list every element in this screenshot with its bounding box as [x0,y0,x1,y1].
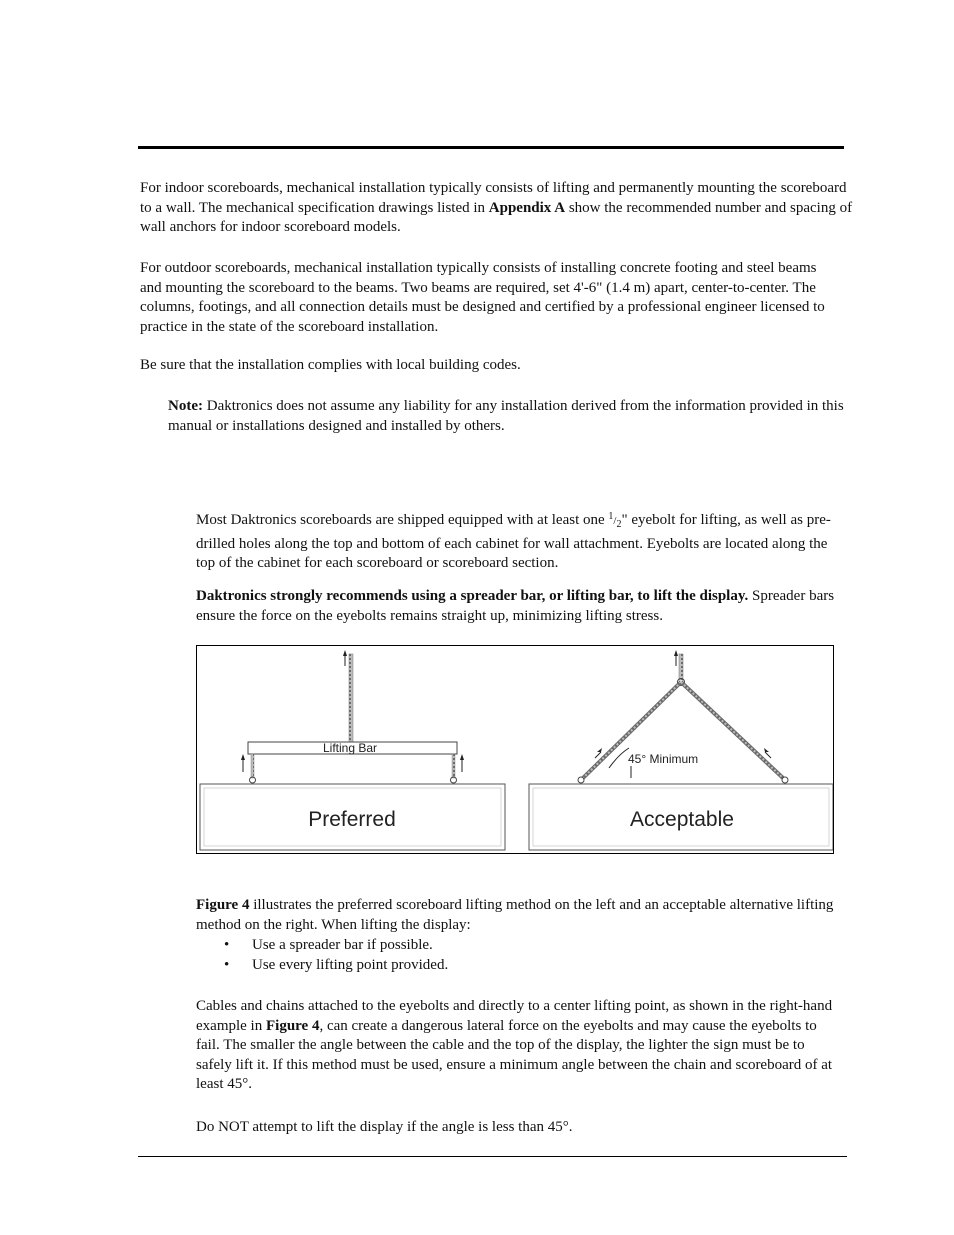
acceptable-caption: Acceptable [630,808,734,831]
paragraph-outdoor: For outdoor scoreboards, mechanical installation typically consists of installing concrete footing and steel beams and mounting the scoreboard to the beams. Two beams are required, set 4'-6" (1.4 m) apart, center-to-center. The columns, footings, and all connection details must be designed and certified by a professional engineer licensed to practice in the state of the scoreboard installation. [140,260,825,335]
figure-4-reference: Figure 4 [265,1017,320,1034]
list-item: • Use every lifting point provided. [196,955,448,975]
paragraph-eyebolts: Most Daktronics scoreboards are shipped equipped with at least one $^1/_2$" eyebolt for lifting, as well as pre-drilled holes along the top and bottom of each cabinet for wall attachment. Eyebolts are located along the top of the cabinet for each scoreboard or scoreboard section. [196,511,831,571]
paragraph-indoor: For indoor scoreboards, mechanical installation typically consists of lifting and permanently mounting the scoreboard to a wall. The mechanical specification drawings listed in Appendix A show the recommended number and spacing of wall anchors for indoor scoreboard models. [140,180,853,235]
header-rule [138,146,844,149]
fraction-one-half: $^1/_2$ [608,511,622,530]
appendix-a-reference: Appendix A [488,199,566,216]
note-label: Note: [168,398,203,414]
list-item: • Use a spreader bar if possible. [196,935,448,955]
paragraph-figure-description: Figure 4 illustrates the preferred scoreboard lifting method on the left and an acceptable alternative lifting method on the right. When lifting the display: [196,897,834,933]
paragraph-spreader-bar: Daktronics strongly recommends using a spreader bar, or lifting bar, to lift the display. Spreader bars ensure the force on the eyebolts remains straight up, minimizing lifting stress. [196,588,835,624]
preferred-caption: Preferred [308,808,396,831]
figure-4-reference: Figure 4 [196,897,250,913]
lifting-guidelines-list [196,935,448,975]
preferred-method [200,650,505,850]
center-chain [349,654,353,742]
acceptable-method [529,650,833,850]
footer-rule [138,1156,847,1157]
lifting-bar-label: Lifting Bar [323,741,378,755]
paragraph-lateral-force: Cables and chains attached to the eyebolts and directly to a center lifting point, as shown in the right-hand example in Figure 4, can create a dangerous lateral force on the eyebolts and may cause the eyebolts to fail. The smaller the angle between the cable and the top of the display, the lighter the sign must be to safely lift it. If this method must be used, ensure a minimum angle between the chain and scoreboard of at least 45°. [196,998,833,1092]
paragraph-codes: Be sure that the installation complies with local building codes. [140,357,521,373]
lifting-diagram [197,646,833,853]
paragraph-warning: Do NOT attempt to lift the display if the angle is less than 45°. [196,1119,573,1135]
lifting-methods-figure [196,645,834,854]
note-paragraph: Note: Daktronics does not assume any liability for any installation derived from the information provided in this manual or installations designed and installed by others. [168,398,844,434]
angle-label: 45° Minimum [628,752,699,766]
